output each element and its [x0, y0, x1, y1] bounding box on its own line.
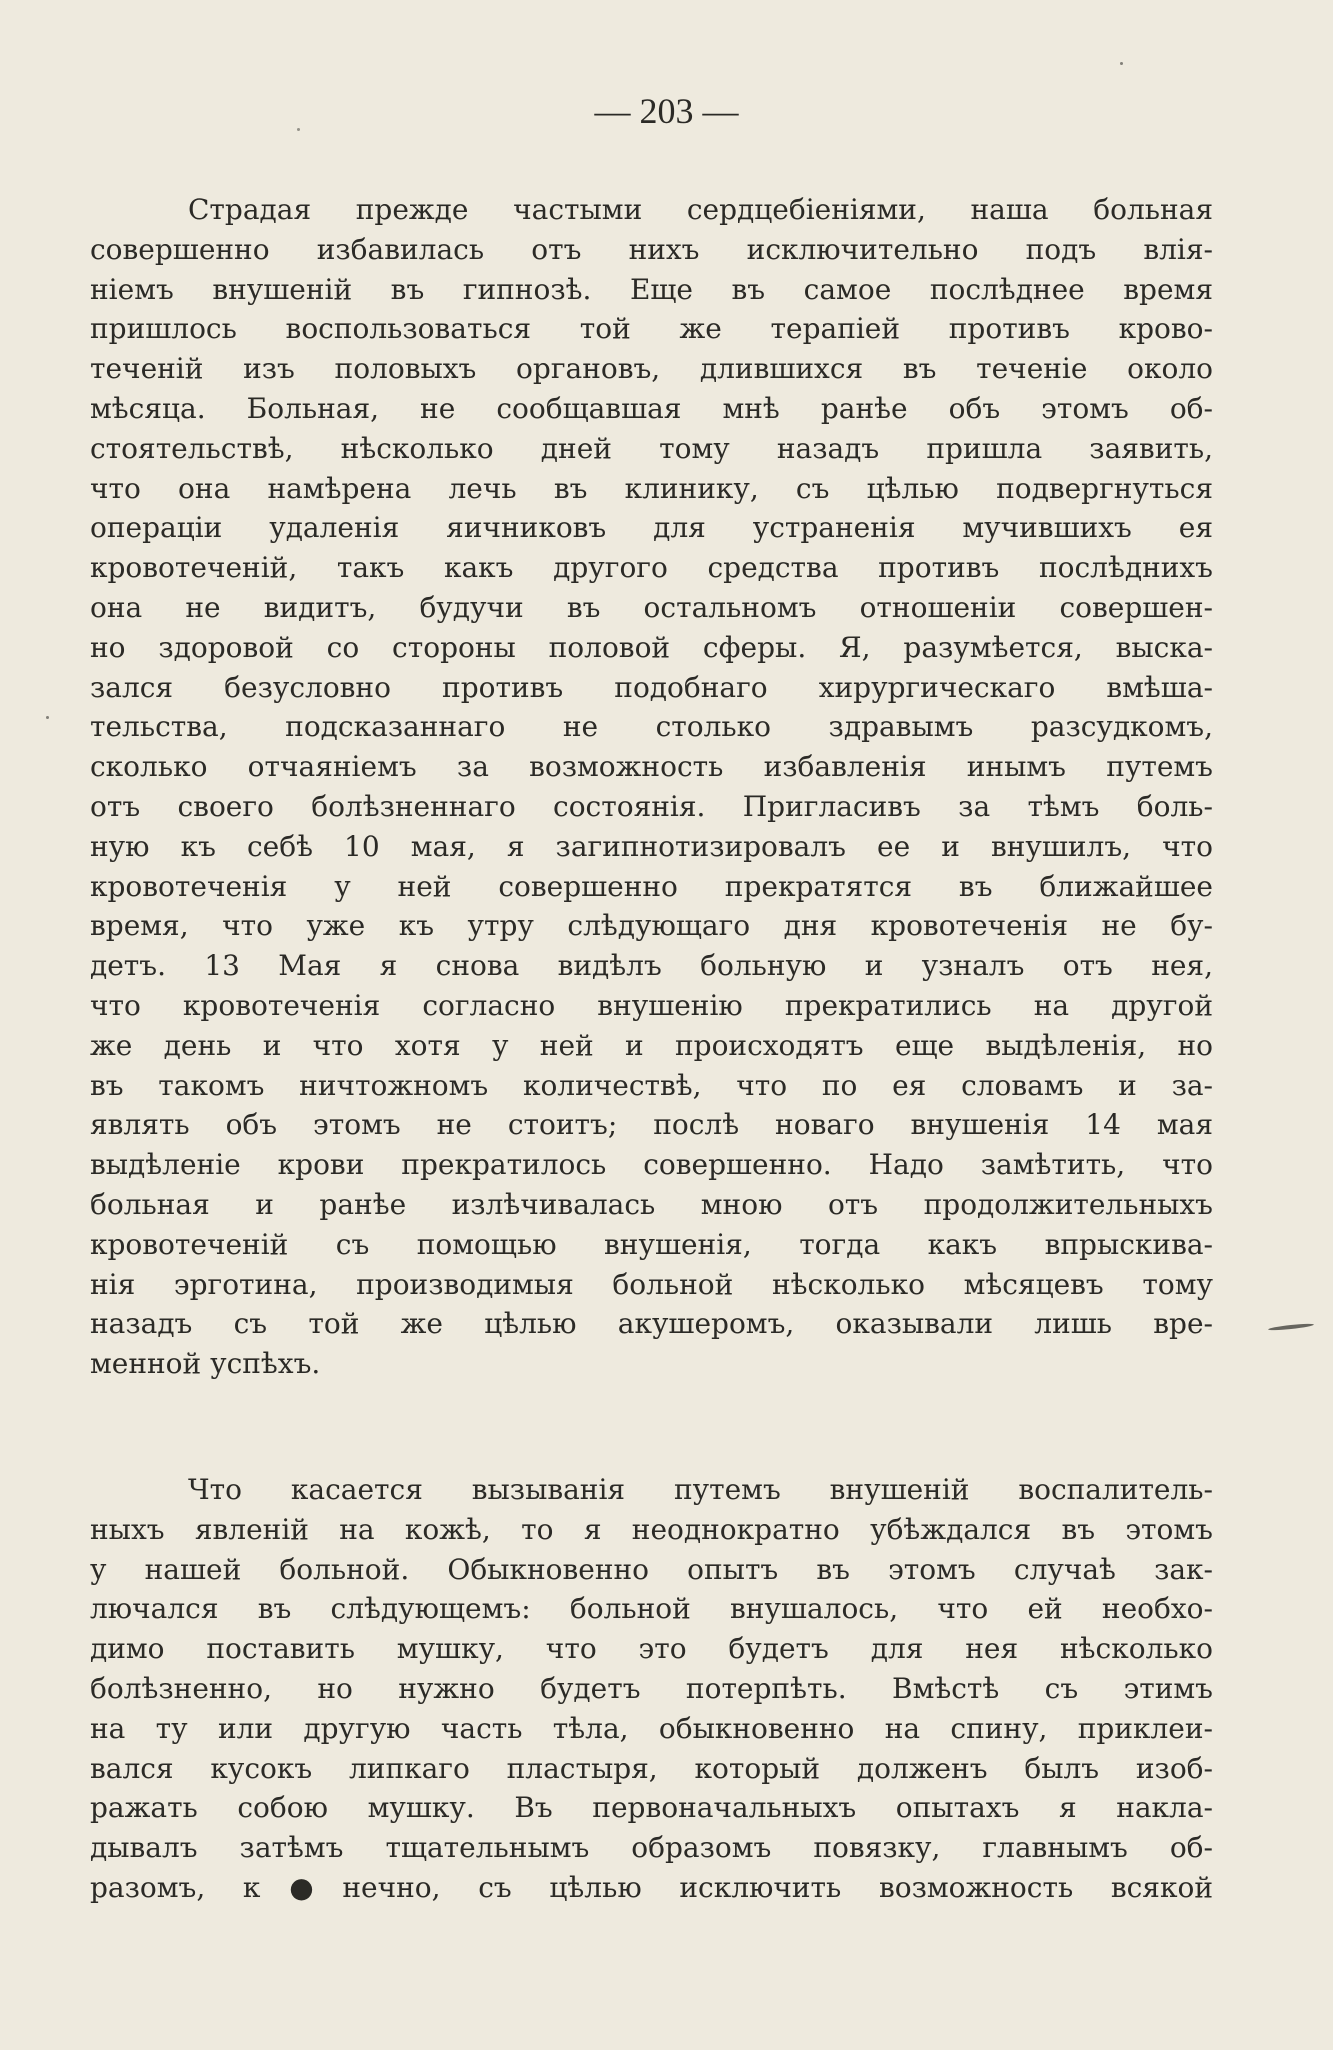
text-line: но здоровой со стороны половой сферы. Я, разумѣется, выска-: [90, 630, 1213, 664]
text-line: зался безусловно противъ подобнаго хирургическаго вмѣша-: [90, 670, 1213, 704]
text-line: ныхъ явленій на кожѣ, то я неоднократно убѣждался въ этомъ: [90, 1512, 1213, 1546]
text-line: детъ. 13 Мая я снова видѣлъ больную и узналъ отъ нея,: [90, 949, 1213, 983]
paragraph-2: [90, 1470, 1213, 1908]
text-line: мѣсяца. Больная, не сообщавшая мнѣ ранѣе объ этомъ об-: [90, 391, 1213, 425]
paragraph-1: [90, 190, 1213, 1384]
text-line: менной успѣхъ.: [90, 1347, 321, 1381]
text-line: болѣзненно, но нужно будетъ потерпѣть. Вмѣстѣ съ этимъ: [90, 1671, 1213, 1705]
text-line: димо поставить мушку, что это будетъ для нея нѣсколько: [90, 1632, 1213, 1666]
text-line: кровотеченія у ней совершенно прекратятся въ ближайшее: [90, 869, 1213, 903]
text-line: Страдая прежде частыми сердцебіеніями, наша больная: [188, 193, 1213, 226]
text-line: пришлось воспользоваться той же терапіей противъ крово-: [90, 312, 1213, 346]
text-line: совершенно избавилась отъ нихъ исключительно подъ влія-: [90, 232, 1213, 266]
text-line: кровотеченій съ помощью внушенія, тогда какъ впрыскива-: [90, 1227, 1213, 1261]
text-line: лючался въ слѣдующемъ: больной внушалось, что ей необхо-: [90, 1592, 1213, 1626]
text-line: въ такомъ ничтожномъ количествѣ, что по ея словамъ и за-: [90, 1068, 1213, 1102]
text-line: Что касается вызыванія путемъ внушеній воспалитель-: [188, 1473, 1213, 1506]
text-line: выдѣленіе крови прекратилось совершенно. Надо замѣтить, что: [90, 1148, 1213, 1182]
text-line: отъ своего болѣзненнаго состоянія. Пригласивъ за тѣмъ боль-: [90, 789, 1213, 823]
text-line: что кровотеченія согласно внушенію прекратились на другой: [90, 988, 1213, 1022]
margin-pencil-mark: [1268, 1323, 1314, 1332]
text-line: кровотеченій, такъ какъ другого средства противъ послѣднихъ: [90, 551, 1213, 585]
text-line: больная и ранѣе излѣчивалась мною отъ продолжительныхъ: [90, 1187, 1213, 1221]
text-line: на ту или другую часть тѣла, обыкновенно на спину, приклеи-: [90, 1711, 1213, 1745]
text-line: вался кусокъ липкаго пластыря, который долженъ былъ изоб-: [90, 1751, 1213, 1785]
text-line: стоятельствѣ, нѣсколько дней тому назадъ пришла заявить,: [90, 431, 1213, 465]
text-line: являть объ этомъ не стоитъ; послѣ новаго внушенія 14 мая: [90, 1108, 1213, 1142]
text-line: у нашей больной. Обыкновенно опытъ въ этомъ случаѣ зак-: [90, 1552, 1213, 1586]
page-number: — 203 —: [594, 91, 739, 131]
text-line: сколько отчаяніемъ за возможность избавленія инымъ путемъ: [90, 750, 1213, 784]
text-line: разомъ, к●нечно, съ цѣлью исключить возможность всякой: [90, 1870, 1213, 1904]
text-line: время, что уже къ утру слѣдующаго дня кровотеченія не бу-: [90, 909, 1213, 943]
text-line: она не видитъ, будучи въ остальномъ отношеніи совершен-: [90, 590, 1213, 624]
text-line: ную къ себѣ 10 мая, я загипнотизировалъ ее и внушилъ, что: [90, 829, 1213, 863]
text-line: же день и что хотя у ней и происходятъ еще выдѣленія, но: [90, 1028, 1213, 1062]
text-line: операціи удаленія яичниковъ для устраненія мучившихъ ея: [90, 511, 1213, 545]
paper-speck: [297, 128, 300, 131]
text-line: что она намѣрена лечь въ клинику, съ цѣлью подвергнуться: [90, 471, 1213, 505]
paper-speck: [46, 716, 49, 719]
paper-speck: [1120, 62, 1123, 65]
text-line: дывалъ затѣмъ тщательнымъ образомъ повязку, главнымъ об-: [90, 1831, 1213, 1865]
text-line: тельства, подсказаннаго не столько здравымъ разсудкомъ,: [90, 710, 1213, 744]
text-line: ражать собою мушку. Въ первоначальныхъ опытахъ я накла-: [90, 1791, 1213, 1825]
text-line: теченій изъ половыхъ органовъ, длившихся въ теченіе около: [90, 352, 1213, 386]
text-line: ніемъ внушеній въ гипнозѣ. Еще въ самое послѣднее время: [90, 272, 1213, 306]
text-line: назадъ съ той же цѣлью акушеромъ, оказывали лишь вре-: [90, 1307, 1213, 1341]
text-line: нія эрготина, производимыя больной нѣсколько мѣсяцевъ тому: [90, 1267, 1213, 1301]
